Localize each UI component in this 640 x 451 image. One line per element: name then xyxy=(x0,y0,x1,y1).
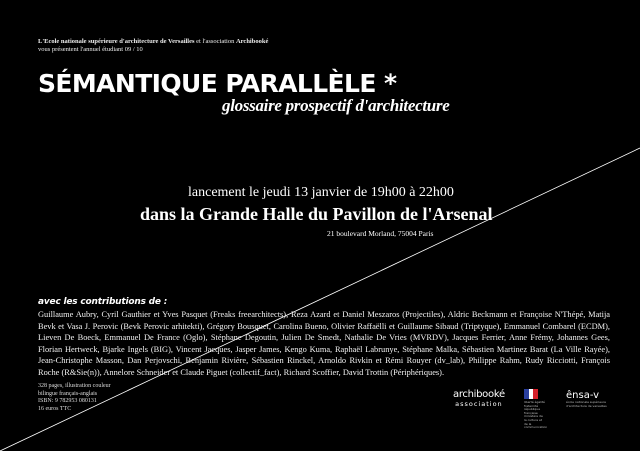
ensav-logo-subtitle: école nationale supérieure d'architecture de versailles xyxy=(566,400,607,408)
launch-date: lancement le jeudi 13 janvier de 19h00 à 22h00 xyxy=(188,185,454,200)
ensav-logo xyxy=(566,390,620,408)
header-connector: et l'association xyxy=(196,38,235,45)
header-line-2: vous présentent l'annuel étudiant 09 / 10 xyxy=(38,46,143,53)
book-info-line: bilingue français-anglais xyxy=(38,390,98,397)
ensav-logo-name: ênsa-v xyxy=(566,390,600,401)
ministry-logo-text: liberté égalité fraternité république française ministère de la culture et de la communication xyxy=(524,400,548,430)
book-info-line: 16 euros TTC xyxy=(38,405,72,412)
archibooke-logo-name: archibooké xyxy=(453,389,505,400)
school-name: L'Ecole nationale supérieure d'architecture de Versailles xyxy=(38,38,195,45)
contributions-text: Guillaume Aubry, Cyril Gauthier et Yves Pasquet (Freaks freearchitects), Reza Azard et Daniel Meszaros (Projectiles), Aldric Beckmann et Françoise N'Thépé, Matija Bevk et Vasa J. Perovic (Bevk Perovic arhitekti), Grégory Bousquet, Carolina Bueno, Olivier Raffaëlli et Guillaume Sibaud (Triptyque), Emmanuel Combarel (ECDM), Lieven De Boeck, Emmanuel De France (Oglo), Stéphane Degoutin, Julien De Smedt, Nathalie De Vries (MVRDV), Jacques Ferrier, Anne Frémy, Johannes Gees, Florian Hertweck, Bjarke Ingels (BIG), Vincent Jacques, Jasper James, Kengo Kuma, Raphaël Labrunye, Stéphane Malka, Sébastien Martinez Barat (La Ville Rayée), Jean-Christophe Masson, Dan Perjovschi, Benjamin Rivière, Sébastien Rinckel, Arnoldo Rivkin et Rémi Rouyer (dv_lab), Philippe Rahm, Rudy Ricciotti, François Roche (R&Sie(n)), Annelore Schneider et Claude Piguet (collectif_fact), Richard Scoffier, David Trottin (Périphériques). xyxy=(38,310,610,377)
venue: dans la Grande Halle du Pavillon de l'Arsenal xyxy=(140,204,493,224)
page-title: SÉMANTIQUE PARALLÈLE * xyxy=(38,69,397,98)
association-name: Archibooké xyxy=(235,38,269,45)
archibooke-logo xyxy=(453,390,505,408)
header xyxy=(38,38,268,54)
header-line-1 xyxy=(38,38,268,46)
book-info-line: ISBN: 9 782953 080131 xyxy=(38,398,97,404)
venue-address: 21 boulevard Morland, 75004 Paris xyxy=(327,229,434,238)
book-info-line: 328 pages, illustration couleur xyxy=(38,383,111,389)
archibooke-logo-subtitle: association xyxy=(455,400,503,408)
french-flag-icon xyxy=(524,389,538,399)
book-info xyxy=(38,383,111,413)
contributions-heading: avec les contributions de : xyxy=(38,297,168,307)
page-subtitle: glossaire prospectif d'architecture xyxy=(222,96,450,115)
ministry-logo xyxy=(524,389,546,430)
